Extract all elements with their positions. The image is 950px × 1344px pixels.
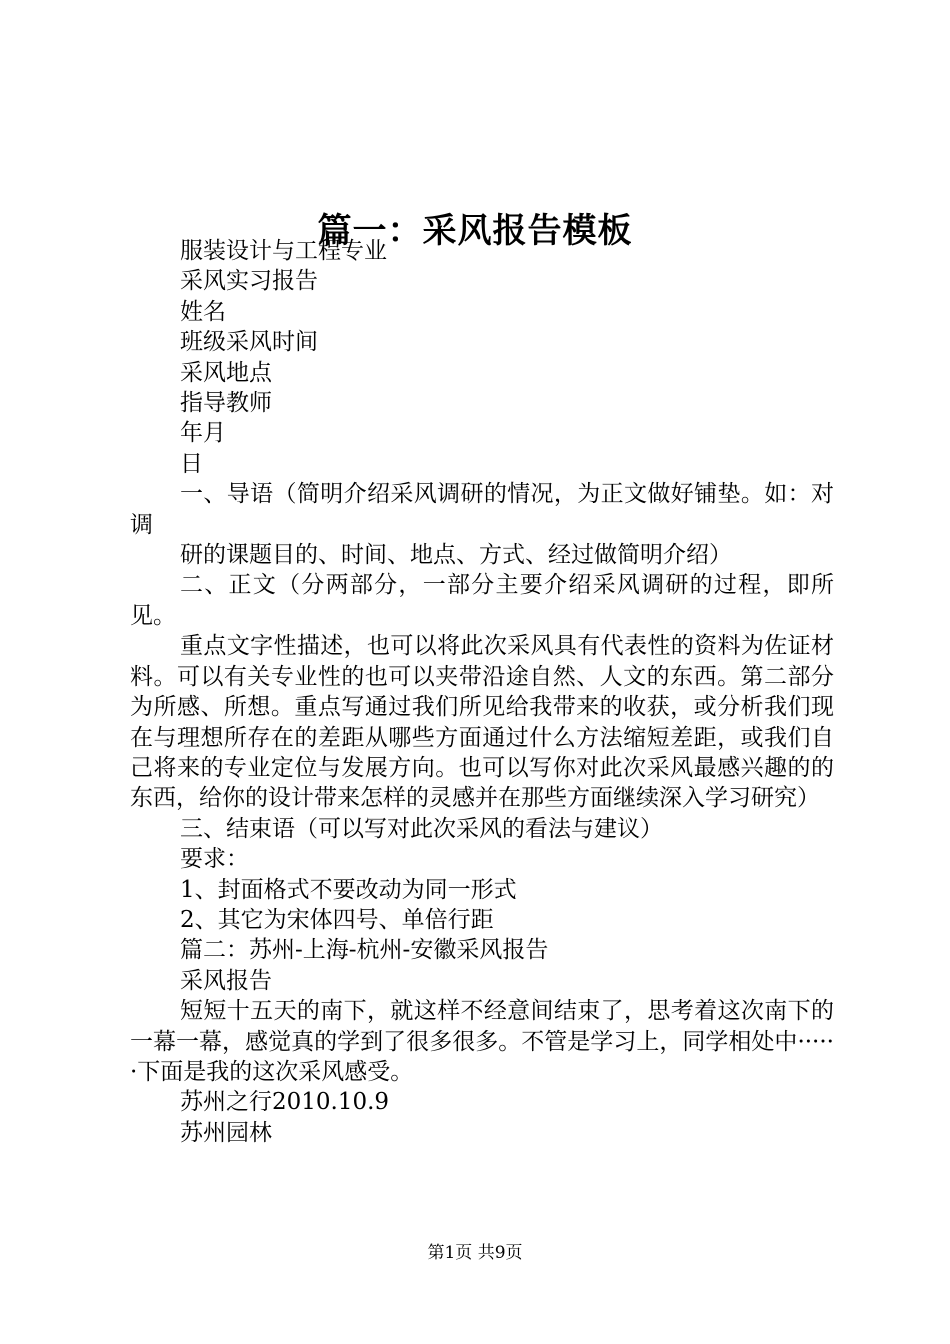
paragraph-requirements: 要求： [180,846,249,873]
paragraph-suzhou-trip: 苏州之行2010.10.9 [180,1089,390,1116]
paragraph-report-type: 采风实习报告 [180,268,318,295]
paragraph-section-two: 篇二：苏州-上海-杭州-安徽采风报告 [180,937,549,964]
document-title: 篇一：采风报告模板 [317,210,633,251]
paragraph-requirement-1: 1、封面格式不要改动为同一形式 [180,876,517,903]
page-footer: 第1页 共9页 [427,1243,523,1263]
paragraph-year-month: 年月 [180,420,226,447]
paragraph-teacher: 指导教师 [180,390,272,417]
paragraph-suzhou-gardens: 苏州园林 [180,1119,272,1146]
paragraph-day: 日 [180,450,203,477]
document-body [130,236,834,1148]
paragraph-main-detail: 重点文字性描述，也可以将此次采风具有代表性的资料为佐证材料。可以有关专业性的也可以夹带沿途自然、人文的东西。第二部分为所感、所想。重点写通过我们所见给我带来的收获，或分析我们现在与理想所存在的差距从哪些方面通过什么方法缩短差距，或我们自己将来的专业定位与发展方向。也可以写你对此次采风最感兴趣的的东西，给你的设计带来怎样的灵感并在那些方面继续深入学习研究） [130,633,834,812]
paragraph-report-title: 采风报告 [180,967,272,994]
paragraph-intro-cont: 研的课题目的、时间、地点、方式、经过做简明介绍） [180,542,732,569]
paragraph-requirement-2: 2、其它为宋体四号、单倍行距 [180,906,494,933]
paragraph-main-body: 二、正文（分两部分，一部分主要介绍采风调研的过程，即所见。 [130,572,834,629]
paragraph-conclusion: 三、结束语（可以写对此次采风的看法与建议） [180,815,663,842]
paragraph-name: 姓名 [180,298,226,325]
paragraph-major: 服装设计与工程专业 [180,238,387,264]
paragraph-trip-summary: 短短十五天的南下，就这样不经意间结束了，思考着这次南下的一幕一幕，感觉真的学到了很多很多。不管是学习上，同学相处中······下面是我的这次采风感受。 [130,998,834,1085]
paragraph-intro: 一、导语（简明介绍采风调研的情况，为正文做好铺垫。如：对调 [130,481,834,538]
paragraph-class-time: 班级采风时间 [180,329,318,356]
paragraph-location: 采风地点 [180,359,272,386]
